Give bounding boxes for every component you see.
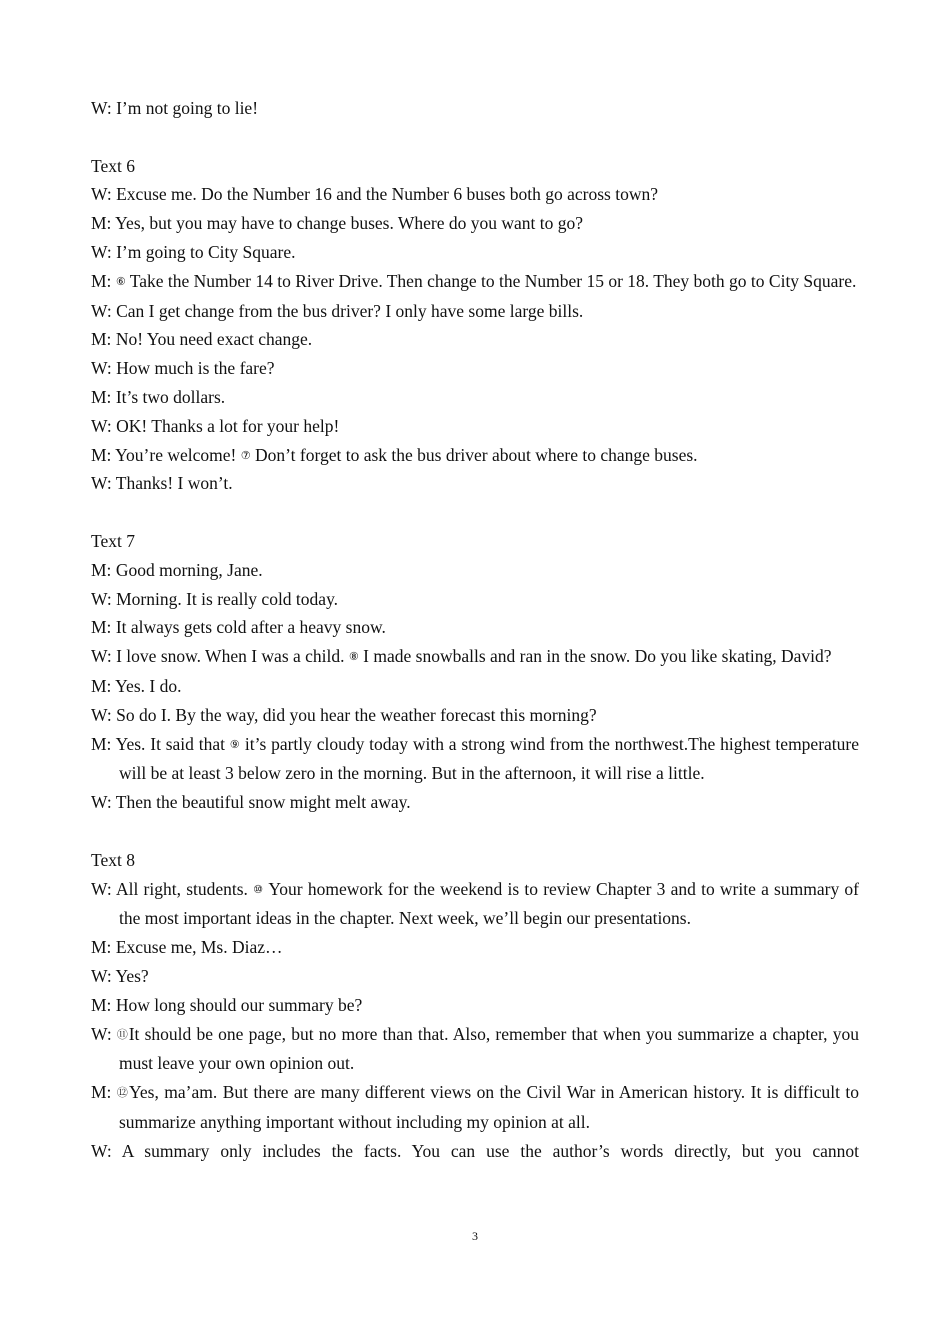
dialogue-line xyxy=(91,1020,859,1079)
dialogue-line xyxy=(91,354,859,383)
dialogue-text: Take the Number 14 to River Drive. Then change to the Number 15 or 18. They both go to City Square. xyxy=(129,270,857,291)
speaker: W: xyxy=(91,588,112,609)
speaker: W: xyxy=(91,1140,112,1161)
question-marker: ⑧ xyxy=(348,650,359,664)
dialogue-text: I’m not going to lie! xyxy=(116,98,259,118)
speaker: W: xyxy=(91,1023,112,1044)
dialogue-line xyxy=(91,383,859,412)
dialogue-line xyxy=(91,991,859,1020)
speaker: M: xyxy=(91,213,112,234)
dialogue-text: No! You need exact change. xyxy=(115,329,313,350)
dialogue-text: Don’t forget to ask the bus driver about where to change buses. xyxy=(254,444,698,465)
speaker: M: xyxy=(91,386,112,407)
speaker: M: xyxy=(91,733,112,754)
dialogue-text: it’s partly cloudy today with a strong wind from the northwest.The highest temperature will be at least 3 below zero in the morning. But in the afternoon, it will rise a little. xyxy=(119,733,859,784)
dialogue-text: Yes? xyxy=(115,965,149,986)
question-marker: ⑪ xyxy=(116,1027,129,1041)
speaker: M: xyxy=(91,270,112,291)
speaker: W: xyxy=(91,704,112,725)
dialogue-line xyxy=(91,788,859,817)
dialogue-pre-text: You’re welcome! xyxy=(115,444,237,465)
dialogue-line xyxy=(91,238,859,267)
dialogue-text: Yes, ma’am. But there are many different views on the Civil War in American history. It is difficult to summarize anything important without including my opinion at all. xyxy=(119,1082,860,1132)
dialogue-line xyxy=(91,613,859,642)
dialogue-text: I made snowballs and ran in the snow. Do you like skating, David? xyxy=(363,646,832,667)
dialogue-line xyxy=(91,672,859,701)
dialogue-line xyxy=(91,297,859,326)
dialogue-text: Excuse me, Ms. Diaz… xyxy=(115,937,283,958)
speaker: W: xyxy=(91,415,112,436)
dialogue-line xyxy=(91,325,859,354)
dialogue-line xyxy=(91,1137,859,1166)
question-marker: ⑦ xyxy=(240,448,251,462)
speaker: M: xyxy=(91,937,112,958)
question-marker: ⑫ xyxy=(116,1086,129,1100)
transcript-content xyxy=(91,94,859,1165)
dialogue-text: It always gets cold after a heavy snow. xyxy=(115,617,386,638)
dialogue-text: Your homework for the weekend is to review Chapter 3 and to write a summary of the most important ideas in the chapter. Next week, we’ll begin our presentations. xyxy=(119,878,859,929)
dialogue-line xyxy=(91,642,859,672)
section-spacer xyxy=(91,123,859,152)
dialogue-text: Yes, but you may have to change buses. Where do you want to go? xyxy=(115,213,584,234)
dialogue-line xyxy=(91,412,859,441)
speaker: W: xyxy=(91,965,112,986)
section-heading: Text 8 xyxy=(91,849,135,870)
dialogue-line xyxy=(91,730,859,789)
dialogue-line xyxy=(91,441,859,470)
dialogue-text: I’m going to City Square. xyxy=(116,241,296,262)
dialogue-text: How much is the fare? xyxy=(116,358,275,379)
dialogue-text: Can I get change from the bus driver? I only have some large bills. xyxy=(116,300,584,321)
speaker: M: xyxy=(91,1082,112,1103)
page-number: 3 xyxy=(472,1229,478,1243)
dialogue-line xyxy=(91,469,859,498)
dialogue-text: Excuse me. Do the Number 16 and the Number 6 buses both go across town? xyxy=(116,184,659,205)
speaker: W: xyxy=(91,184,112,205)
section-spacer xyxy=(91,498,859,527)
dialogue-line xyxy=(91,209,859,238)
speaker: M: xyxy=(91,617,112,638)
speaker: M: xyxy=(91,329,112,350)
section-heading: Text 6 xyxy=(91,155,135,176)
speaker: W: xyxy=(91,98,112,118)
speaker: W: xyxy=(91,300,112,321)
dialogue-text: A summary only includes the facts. You can use the author’s words directly, but you cannot xyxy=(121,1140,859,1161)
dialogue-text: Morning. It is really cold today. xyxy=(116,588,339,609)
dialogue-text: So do I. By the way, did you hear the weather forecast this morning? xyxy=(116,704,597,725)
dialogue-pre-text: I love snow. When I was a child. xyxy=(116,646,345,667)
dialogue-line xyxy=(91,267,859,297)
dialogue-line xyxy=(91,962,859,991)
dialogue-text: It’s two dollars. xyxy=(115,386,226,407)
speaker: W: xyxy=(91,792,112,813)
speaker: M: xyxy=(91,675,112,696)
speaker: M: xyxy=(91,444,112,465)
dialogue-line xyxy=(91,556,859,585)
dialogue-text: Thanks! I won’t. xyxy=(115,473,233,494)
question-marker: ⑩ xyxy=(253,882,264,896)
dialogue-line xyxy=(91,875,859,934)
dialogue-text: Yes. I do. xyxy=(115,675,182,696)
dialogue-text: OK! Thanks a lot for your help! xyxy=(116,415,340,436)
speaker: W: xyxy=(91,646,112,667)
dialogue-line xyxy=(91,180,859,209)
section-heading: Text 7 xyxy=(91,530,135,551)
dialogue-pre-text: All right, students. xyxy=(115,878,248,899)
dialogue-line xyxy=(91,94,859,123)
dialogue-pre-text: Yes. It said that xyxy=(115,733,225,754)
dialogue-text: It should be one page, but no more than that. Also, remember that when you summarize a chapter, you must leave your own opinion out. xyxy=(119,1023,859,1074)
speaker: W: xyxy=(91,473,112,494)
question-marker: ⑥ xyxy=(115,274,126,288)
speaker: M: xyxy=(91,559,112,580)
question-marker: ⑨ xyxy=(229,737,241,751)
dialogue-text: How long should our summary be? xyxy=(115,994,363,1015)
dialogue-text: Good morning, Jane. xyxy=(115,559,263,580)
speaker: W: xyxy=(91,241,112,262)
dialogue-text: Then the beautiful snow might melt away. xyxy=(115,792,411,813)
speaker: W: xyxy=(91,878,112,899)
section-spacer xyxy=(91,817,859,846)
dialogue-line xyxy=(91,1078,859,1137)
dialogue-line xyxy=(91,933,859,962)
dialogue-line xyxy=(91,585,859,614)
dialogue-line xyxy=(91,701,859,730)
speaker: W: xyxy=(91,358,112,379)
speaker: M: xyxy=(91,994,112,1015)
